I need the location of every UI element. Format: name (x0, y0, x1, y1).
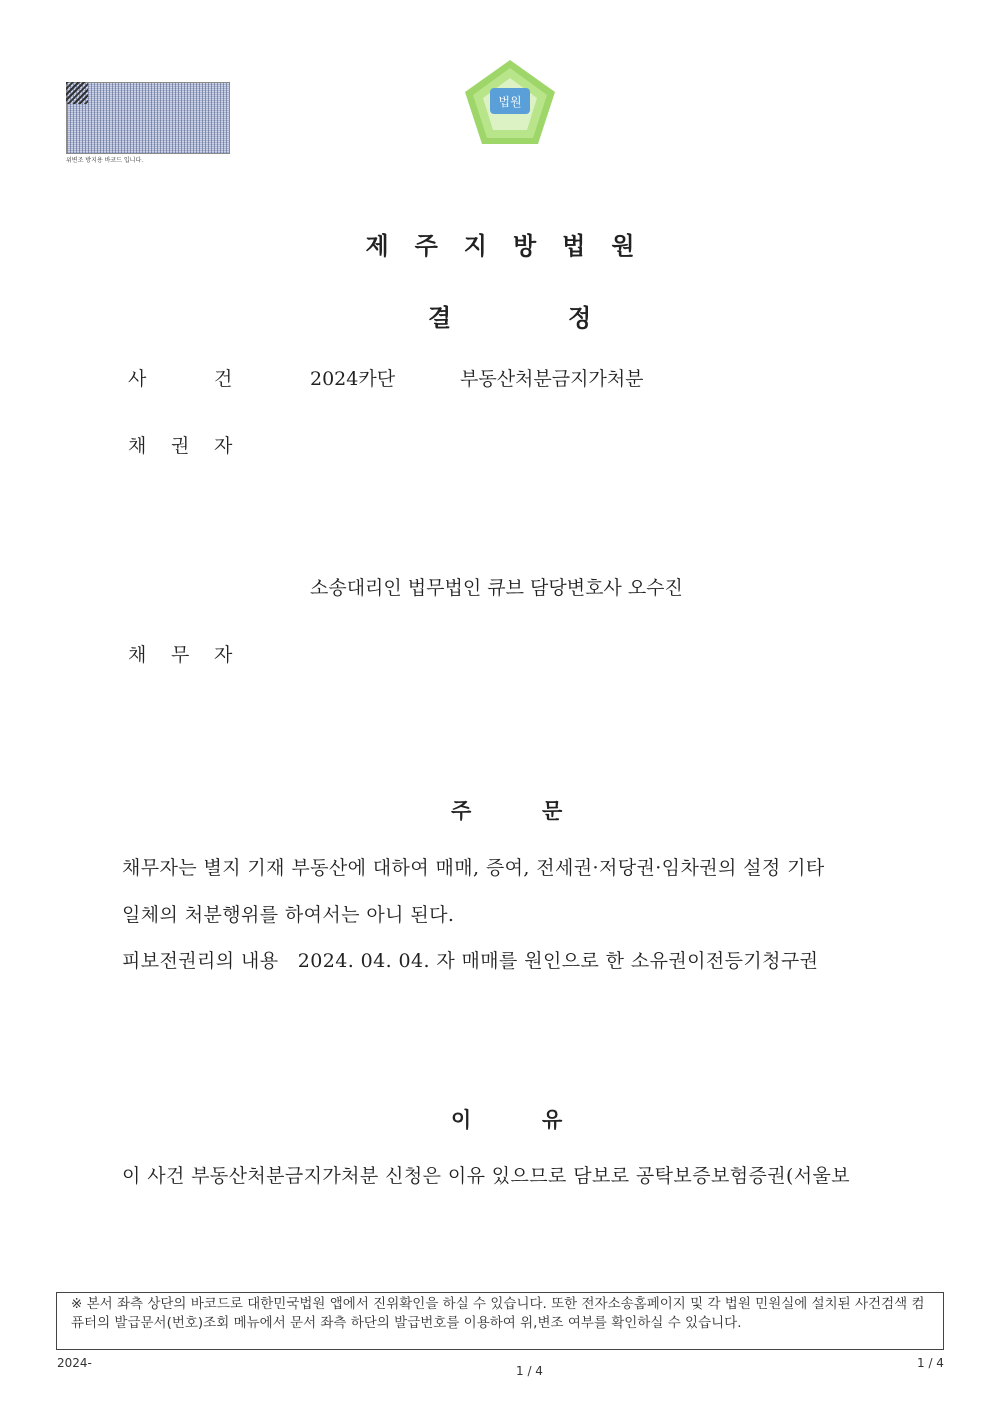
creditor-label-char-2: 권 (171, 435, 190, 457)
barcode-caption: 위변조 방지용 바코드 입니다. (66, 157, 144, 164)
debtor-label-char-1: 채 (128, 644, 147, 666)
order-line-2: 일체의 처분행위를 하여서는 아니 된다. (122, 904, 455, 926)
document-title-right: 정 (568, 304, 592, 332)
verification-notice: ※ 본서 좌측 상단의 바코드로 대한민국법원 앱에서 진위확인을 하실 수 있습니다. 또한 전자소송홈페이지 및 각 법원 민원실에 설치된 사건검색 컴퓨터의 발급문서(번호)조회 메뉴에서 문서 좌측 하단의 발급번호를 이용하여 위,변조 여부를 확인하실 수 있습니다. (56, 1292, 944, 1350)
page-number-center: 1 / 4 (516, 1364, 543, 1378)
creditor-label-char-3: 자 (214, 435, 233, 457)
verification-barcode (66, 82, 230, 154)
case-number: 2024카단 (310, 368, 396, 390)
court-name: 제주지방법원 (365, 232, 661, 260)
debtor-label-char-3: 자 (214, 644, 233, 666)
creditor-label-char-1: 채 (128, 435, 147, 457)
reason-heading-left: 이 (451, 1108, 472, 1132)
order-heading-left: 주 (451, 799, 472, 823)
order-line-1: 채무자는 별지 기재 부동산에 대하여 매매, 증여, 전세권·저당권·임차권의 설정 기타 (122, 857, 825, 879)
seal-text: 법원 (498, 95, 522, 109)
reason-line-1: 이 사건 부동산처분금지가처분 신청은 이유 있으므로 담보로 공탁보증보험증권(서울보 (122, 1165, 851, 1187)
page-number-right: 1 / 4 (917, 1356, 944, 1370)
case-label-b: 건 (214, 368, 233, 390)
court-seal-icon (462, 58, 558, 148)
order-line-3: 피보전권리의 내용 2024. 04. 04. 자 매매를 원인으로 한 소유권이전등기청구권 (122, 950, 819, 972)
reason-heading-right: 유 (542, 1108, 563, 1132)
debtor-label-char-2: 무 (171, 644, 190, 666)
barcode-corner-mark (66, 82, 88, 104)
issue-number: 2024- (57, 1356, 92, 1370)
case-name: 부동산처분금지가처분 (460, 368, 644, 390)
creditor-attorney: 소송대리인 법무법인 큐브 담당변호사 오수진 (310, 577, 683, 599)
document-title-left: 결 (428, 304, 452, 332)
case-label-a: 사 (128, 368, 147, 390)
order-heading-right: 문 (542, 799, 563, 823)
